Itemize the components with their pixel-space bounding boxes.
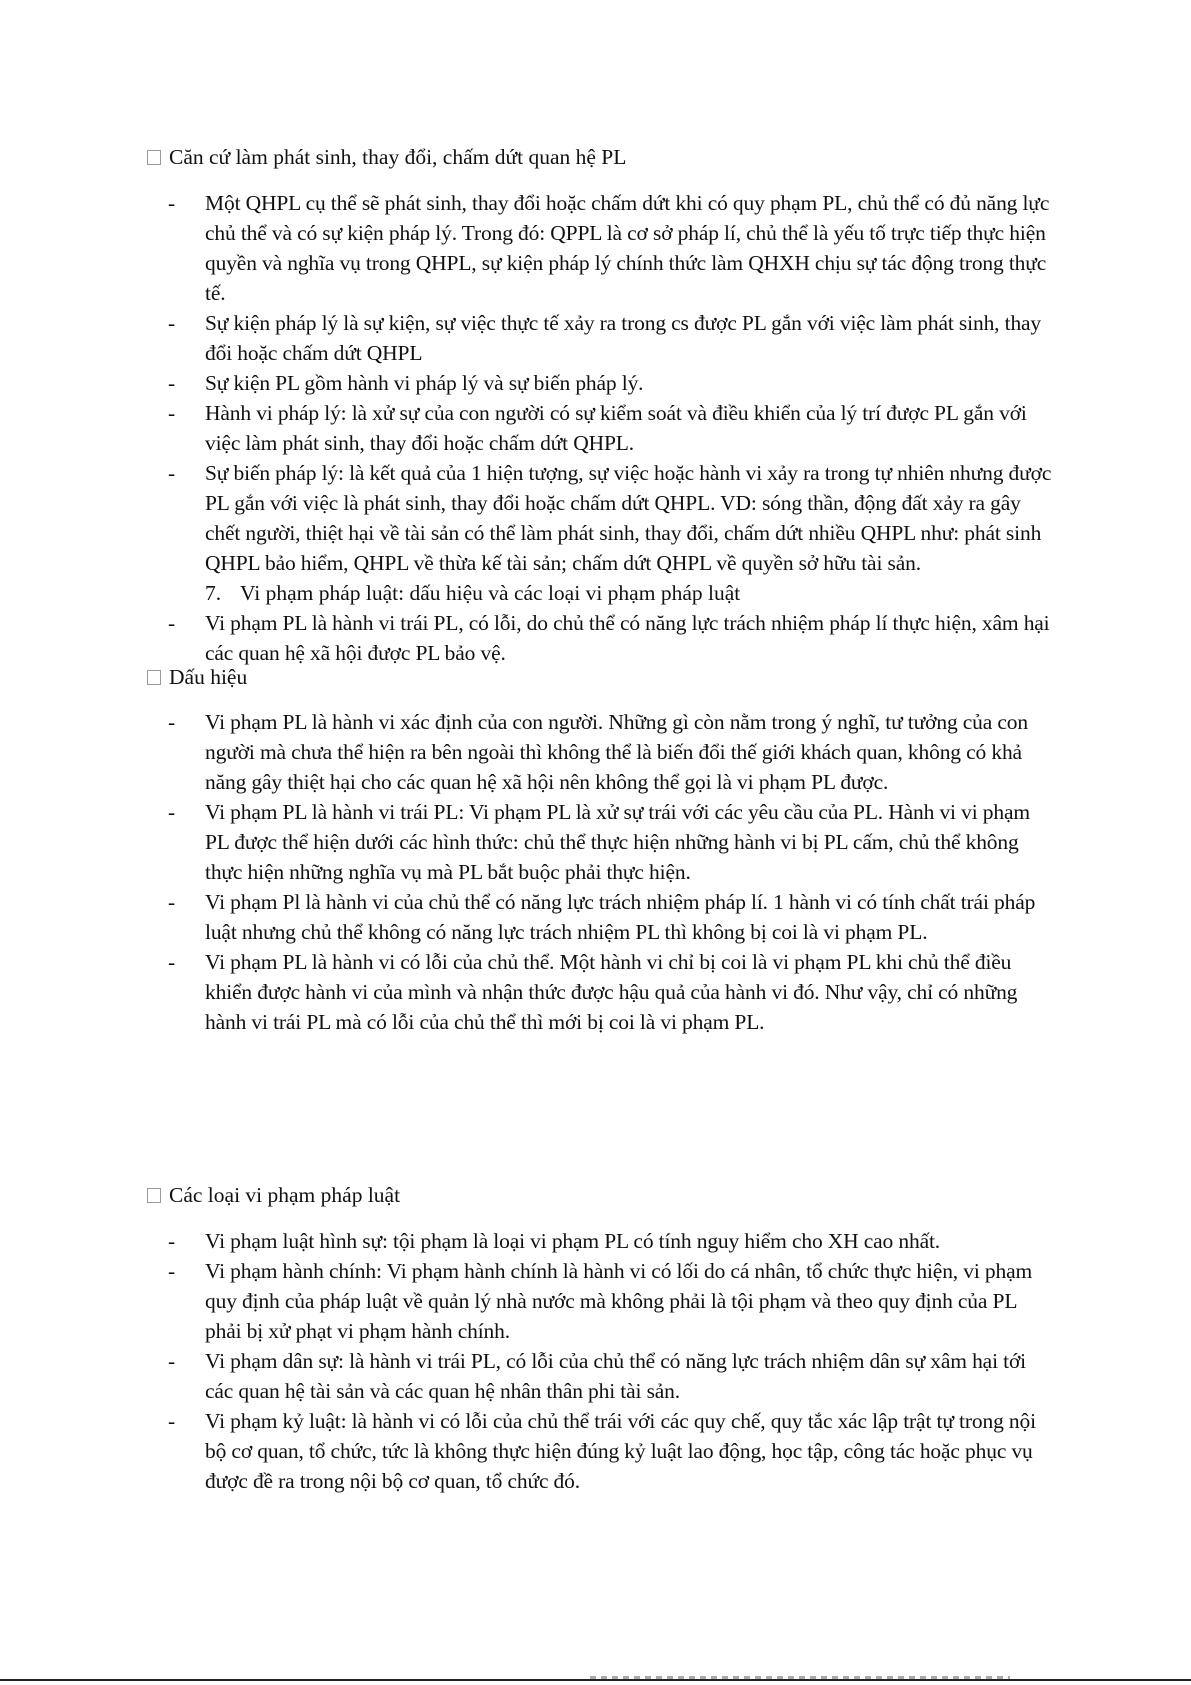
list-item bbox=[0, 887, 1191, 947]
list-item-text: Vi phạm PL là hành vi xác định của con người. Những gì còn nằm trong ý nghĩ, tư tưởng của con người mà chưa thể hiện ra bên ngoài thì không thể là biến đổi thế giới khách quan, không có khả năng gây thiệt hại cho các quan hệ xã hội nên không thể gọi là vi phạm PL được. bbox=[205, 710, 1028, 794]
list-item bbox=[0, 188, 1191, 308]
dash-bullet: - bbox=[168, 311, 176, 335]
dash-bullet: - bbox=[168, 1229, 176, 1253]
section-heading bbox=[147, 1180, 400, 1210]
bullet-list bbox=[0, 707, 1191, 1037]
dash-bullet: - bbox=[168, 710, 176, 734]
list-item-text: Vi phạm Pl là hành vi của chủ thể có năng lực trách nhiệm pháp lí. 1 hành vi có tính chất trái pháp luật nhưng chủ thể không có năng lực trách nhiệm PL thì không bị coi là vi phạm PL. bbox=[205, 890, 1036, 944]
list-item-text: Vi phạm hành chính: Vi phạm hành chính là hành vi có lối do cá nhân, tổ chức thực hiện, vi phạm quy định của pháp luật về quản lý nhà nước mà không phải là tội phạm và theo quy định của PL phải bị xử phạt vi phạm hành chính. bbox=[205, 1259, 1033, 1343]
list-item-text: Vi phạm dân sự: là hành vi trái PL, có lỗi của chủ thể có năng lực trách nhiệm dân sự xâm hại tới các quan hệ tài sản và các quan hệ nhân thân phi tài sản. bbox=[205, 1349, 1026, 1403]
section-heading bbox=[147, 142, 626, 172]
dash-bullet: - bbox=[168, 401, 176, 425]
page-bottom-rule bbox=[0, 1679, 1191, 1681]
dash-bullet: - bbox=[168, 1409, 176, 1433]
list-item-text: Vi phạm PL là hành vi trái PL: Vi phạm PL là xử sự trái với các yêu cầu của PL. Hành vi vi phạm PL được thể hiện dưới các hình thức: chủ thể thực hiện những hành vi bị PL cấm, chủ thể không thực hiện những nghĩa vụ mà PL bắt buộc phải thực hiện. bbox=[205, 800, 1030, 884]
list-item-text: Hành vi pháp lý: là xử sự của con người có sự kiểm soát và điều khiển của lý trí được PL gắn với việc làm phát sinh, thay đổi hoặc chấm dứt QHPL. bbox=[205, 401, 1027, 455]
list-item bbox=[0, 398, 1191, 458]
list-item-text: Sự biến pháp lý: là kết quả của 1 hiện tượng, sự việc hoặc hành vi xảy ra trong tự nhiên nhưng được PL gắn với việc là phát sinh, thay đổi hoặc chấm dứt QHPL. VD: sóng thần, động đất xảy ra gây chết người, thiệt hại về tài sản có thể làm phát sinh, thay đổi, chấm dứt nhiều QHPL như: phát sinh QHPL bảo hiểm, QHPL về thừa kế tài sản; chấm dứt QHPL về quyền sở hữu tài sản. bbox=[205, 461, 1052, 575]
list-item-text: Một QHPL cụ thể sẽ phát sinh, thay đổi hoặc chấm dứt khi có quy phạm PL, chủ thể có đủ năng lực chủ thể và có sự kiện pháp lý. Trong đó: QPPL là cơ sở pháp lí, chủ thể là yếu tố trực tiếp thực hiện quyền và nghĩa vụ trong QHPL, sự kiện pháp lý chính thức làm QHXH chịu sự tác động trong thực tế. bbox=[205, 191, 1050, 305]
list-item-text: Vi phạm kỷ luật: là hành vi có lỗi của chủ thể trái với các quy chế, quy tắc xác lập trật tự trong nội bộ cơ quan, tổ chức, tức là không thực hiện đúng kỷ luật lao động, học tập, công tác hoặc phục vụ được đề ra trong nội bộ cơ quan, tổ chức đó. bbox=[205, 1409, 1036, 1493]
list-item-text: Vi phạm PL là hành vi trái PL, có lỗi, do chủ thể có năng lực trách nhiệm pháp lí thực hiện, xâm hại các quan hệ xã hội được PL bảo vệ. bbox=[205, 611, 1050, 665]
list-item bbox=[0, 1406, 1191, 1496]
list-item bbox=[0, 797, 1191, 887]
list-item bbox=[0, 1346, 1191, 1406]
checkbox-glyph-icon bbox=[147, 1188, 161, 1203]
list-item bbox=[0, 368, 1191, 398]
dash-bullet: - bbox=[168, 1259, 176, 1283]
list-item bbox=[0, 707, 1191, 797]
list-item bbox=[0, 458, 1191, 578]
list-item-text: Sự kiện PL gồm hành vi pháp lý và sự biến pháp lý. bbox=[205, 371, 644, 395]
numbered-heading-text: Vi phạm pháp luật: dấu hiệu và các loại vi phạm pháp luật bbox=[240, 581, 741, 605]
section-heading-text: Dấu hiệu bbox=[169, 665, 248, 689]
dash-bullet: - bbox=[168, 191, 176, 215]
numbered-heading-number: 7. bbox=[205, 581, 222, 605]
bullet-list bbox=[0, 1226, 1191, 1496]
list-item bbox=[0, 1226, 1191, 1256]
dash-bullet: - bbox=[168, 890, 176, 914]
bullet-list bbox=[0, 188, 1191, 668]
list-item-text: Vi phạm luật hình sự: tội phạm là loại vi phạm PL có tính nguy hiểm cho XH cao nhất. bbox=[205, 1229, 941, 1253]
list-item bbox=[0, 947, 1191, 1037]
list-item bbox=[0, 1256, 1191, 1346]
dash-bullet: - bbox=[168, 1349, 176, 1373]
list-item-text: Vi phạm PL là hành vi có lỗi của chủ thể. Một hành vi chỉ bị coi là vi phạm PL khi chủ thể điều khiển được hành vi của mình và nhận thức được hậu quả của hành vi đó. Như vậy, chỉ có những hành vi trái PL mà có lỗi của chủ thể thì mới bị coi là vi phạm PL. bbox=[205, 950, 1018, 1034]
list-item bbox=[0, 308, 1191, 368]
section-heading-text: Căn cứ làm phát sinh, thay đổi, chấm dứt quan hệ PL bbox=[169, 145, 627, 169]
section-heading-text: Các loại vi phạm pháp luật bbox=[169, 1183, 401, 1207]
dash-bullet: - bbox=[168, 371, 176, 395]
dash-bullet: - bbox=[168, 950, 176, 974]
dash-bullet: - bbox=[168, 800, 176, 824]
checkbox-glyph-icon bbox=[147, 670, 161, 685]
numbered-heading bbox=[0, 578, 1191, 608]
section-heading bbox=[147, 662, 247, 692]
checkbox-glyph-icon bbox=[147, 150, 161, 165]
list-item bbox=[0, 608, 1191, 668]
dash-bullet: - bbox=[168, 611, 176, 635]
dash-bullet: - bbox=[168, 461, 176, 485]
list-item-text: Sự kiện pháp lý là sự kiện, sự việc thực tế xảy ra trong cs được PL gắn với việc làm phát sinh, thay đổi hoặc chấm dứt QHPL bbox=[205, 311, 1042, 365]
